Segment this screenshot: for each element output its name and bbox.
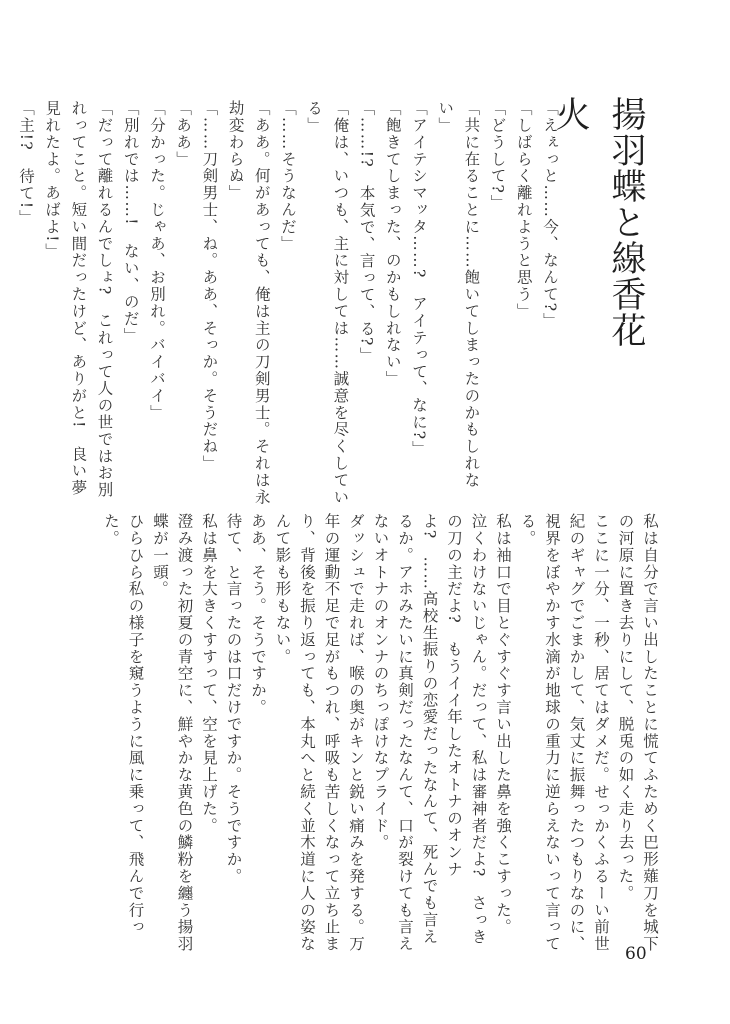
dialogue-line: 「しばらく離れようと思う」 — [514, 100, 533, 320]
dialogue-line: 「ああ」 — [174, 100, 193, 168]
prose-paragraph: ひらひら私の様子を窺うように風に乗って、飛んで行った。 — [102, 513, 145, 936]
dialogue-line: 「……刀剣男士、ね。ああ、そっか。そうだね」 — [200, 100, 219, 472]
prose-paragraph: ああ、そう。そうですか。 — [249, 513, 267, 716]
prose-paragraph: 待て、と言ったのは口だけですか。そうですか。 — [224, 513, 243, 885]
page-number: 60 — [625, 944, 647, 964]
prose-section — [102, 513, 662, 953]
prose-paragraph: 私は自分で言い出したことに慌てふためく巴形薙刀を城下の河原に置き去りにして、脱兎の如く走り去った。 — [616, 513, 659, 953]
dialogue-line: 「ああ。何があっても、俺は主の刀剣男士。それは永劫変わらぬ」 — [226, 100, 271, 506]
dialogue-section — [16, 100, 563, 510]
dialogue-line: 「アイテシマッタ……? アイテって、なに?」 — [409, 100, 428, 458]
dialogue-line: 「俺は、いつも、主に対しては……誠意を尽くしている」 — [305, 100, 350, 506]
chapter-title: 揚羽蝶と線香花火 — [550, 96, 646, 348]
prose-paragraph: ここに一分、一秒、居てはダメだ。せっかくふるーい前世紀のギャグでごまかして、気丈に振舞ったつもりなのに、視界をぼやかす水滴が地球の重力に逆らえないって言ってる。 — [518, 513, 610, 953]
dialogue-line: 「……そうなんだ」 — [278, 100, 297, 253]
prose-paragraph: 澄み渡った初夏の青空に、鮮やかな黄色の鱗粉を纏う揚羽蝶が一頭。 — [151, 513, 194, 953]
prose-paragraph: 私は鼻を大きくすすって、空を見上げた。 — [200, 513, 218, 835]
dialogue-line: 「分かった。じゃあ、お別れ。バイバイ」 — [147, 100, 166, 422]
dialogue-line: 「共に在ることに……飽いてしまったのかもしれない」 — [436, 100, 481, 489]
dialogue-line: 「主!? 待て!」 — [16, 100, 35, 227]
dialogue-line: 「別れでは……! ない、のだ」 — [121, 100, 140, 345]
dialogue-line: 「飽きてしまった、のかもしれない」 — [383, 100, 402, 388]
prose-paragraph: 私は袖口で目とぐすぐす言い出した鼻を強くこすった。 — [494, 513, 512, 936]
dialogue-line: 「……!? 本気で、言って、る?」 — [357, 100, 376, 364]
dialogue-line: 「だって離れるんでしょ? これって人の世ではお別れってこと。短い間だったけど、ありがと! 良い夢見れたよ。あばよ!」 — [43, 100, 114, 499]
dialogue-line: 「どうして?」 — [488, 100, 507, 212]
dialogue-line: 「えぇっと……今、なんて?」 — [541, 100, 559, 330]
prose-paragraph: ダッシュで走れば、喉の奥がキンと鋭い痛みを発する。万年の運動不足で足がもつれ、呼吸も苦しくなって立ち止まり、背後を振り返っても、本丸へと続く並木道に人の姿なんて影も形もない。 — [273, 513, 365, 953]
prose-paragraph: 泣くわけないじゃん。だって、私は審神者だよ? さっきの刀の主だよ? もうイイ年したオトナのオンナよ? ……高校生振りの恋愛だったなんて、死んでも言えるか。アホみたいに真剣だったなんて、口が裂けても言えないオトナのオンナのちっぽけなプライド。 — [371, 513, 488, 953]
